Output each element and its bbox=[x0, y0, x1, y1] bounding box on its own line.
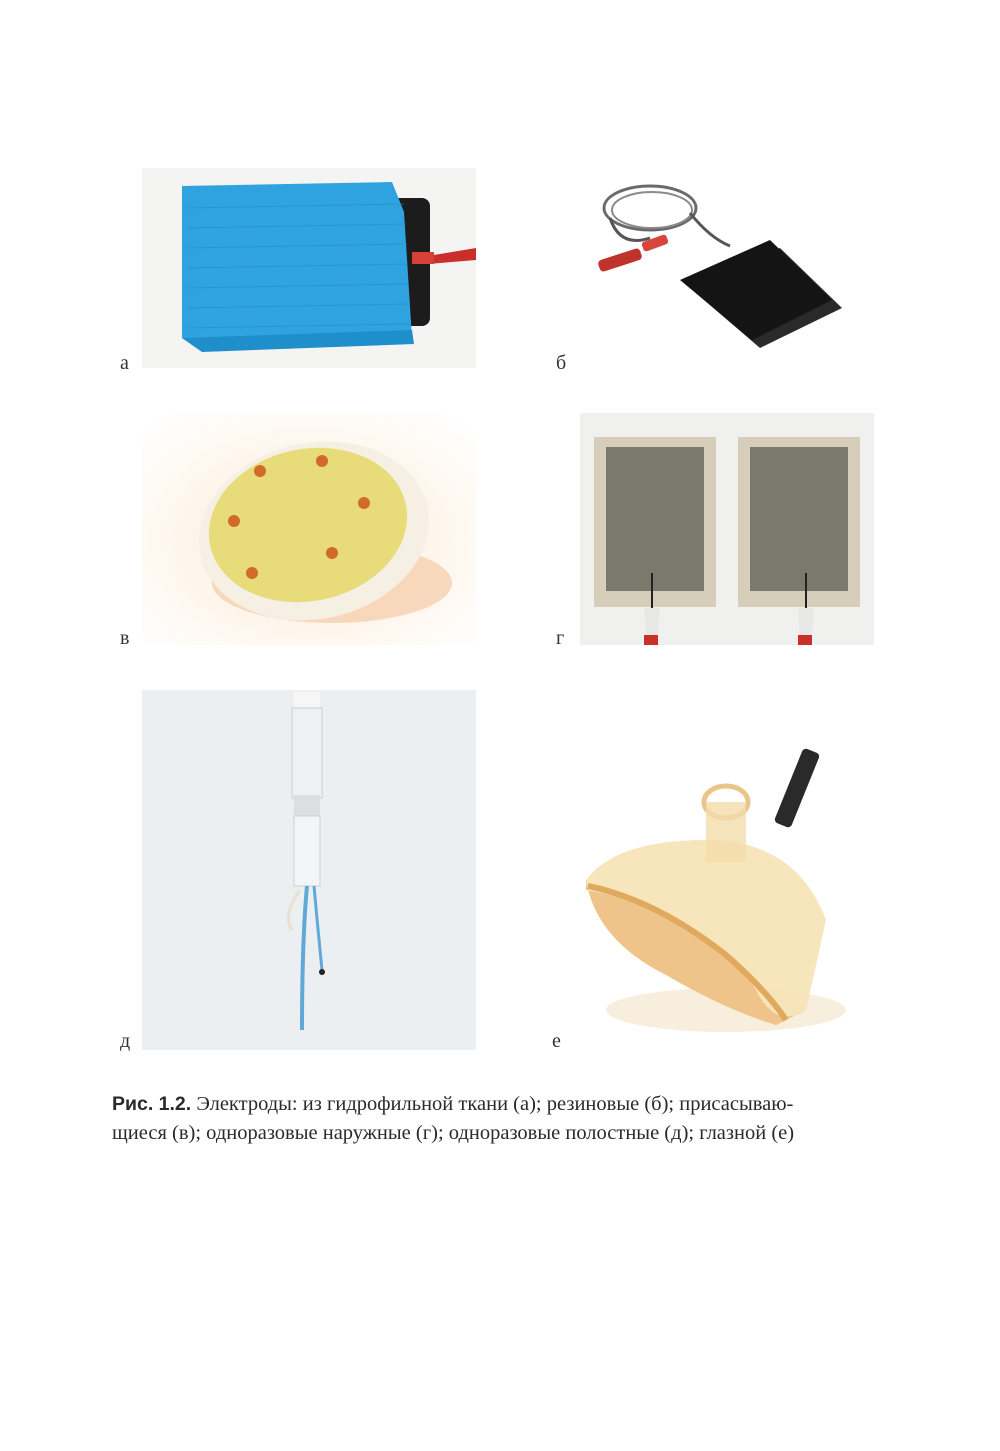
photo-rubber-electrodes bbox=[580, 168, 874, 368]
caption-figure-number: Рис. 1.2. bbox=[112, 1093, 192, 1115]
photo-eye-electrode bbox=[576, 740, 866, 1050]
panel-label-v: в bbox=[120, 627, 130, 649]
caption-text-1: Электроды: из гидрофильной ткани (а); резиновые (б); присасываю- bbox=[191, 1093, 794, 1115]
photo-suction-electrode bbox=[142, 413, 476, 645]
figure-caption bbox=[112, 1090, 932, 1148]
panel-label-g: г bbox=[556, 627, 565, 649]
photo-hydrophilic-electrode bbox=[142, 168, 476, 368]
panel-label-b: б bbox=[556, 352, 567, 374]
photo-disposable-external-electrodes bbox=[580, 413, 874, 645]
panel-label-d: д bbox=[120, 1030, 131, 1052]
photo-disposable-cavity-electrode bbox=[142, 690, 476, 1050]
caption-line-1 bbox=[112, 1090, 932, 1119]
caption-line-2: щиеся (в); одноразовые наружные (г); одноразовые полостные (д); глазной (е) bbox=[112, 1122, 795, 1144]
panel-label-a: а bbox=[120, 352, 129, 374]
panel-label-e: е bbox=[552, 1030, 561, 1052]
